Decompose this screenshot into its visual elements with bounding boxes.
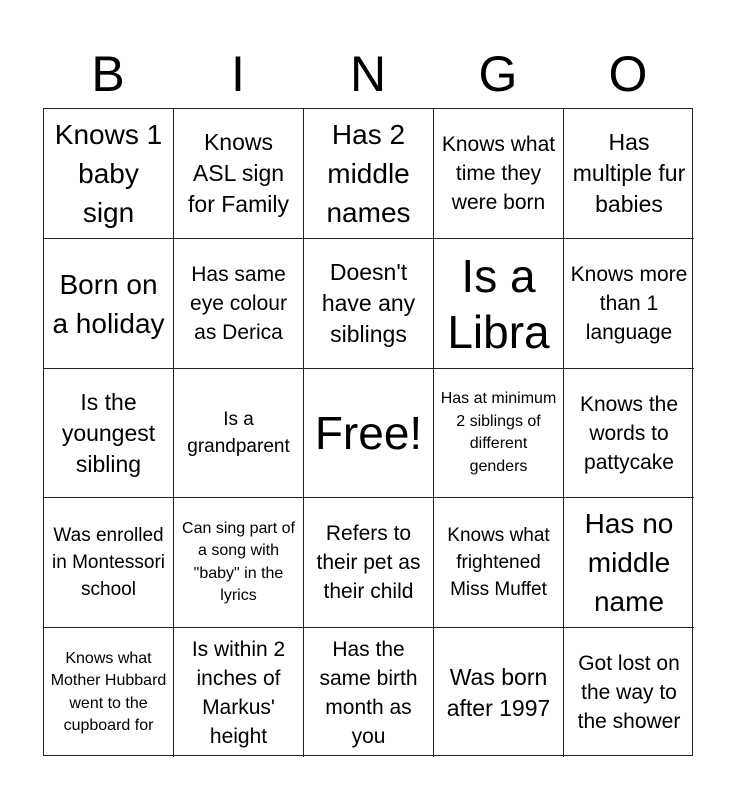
square-text: Knows 1 baby sign	[54, 119, 163, 228]
square-text: Doesn't have any siblings	[321, 259, 416, 347]
bingo-square[interactable]	[304, 628, 434, 757]
bingo-square[interactable]	[174, 369, 304, 498]
square-text: Born on a holiday	[52, 268, 165, 339]
square-text: Knows what frightened Miss Muffet	[447, 525, 550, 600]
square-text: Has 2 middle names	[326, 119, 411, 228]
bingo-square[interactable]	[434, 628, 564, 757]
square-text: Is a grandparent	[187, 409, 290, 457]
bingo-square[interactable]	[44, 239, 174, 369]
header-letter-o: O	[608, 46, 648, 102]
bingo-square[interactable]	[304, 498, 434, 628]
square-text: Was enrolled in Montessori school	[52, 525, 165, 600]
bingo-square[interactable]	[434, 369, 564, 498]
bingo-square[interactable]	[564, 109, 694, 239]
square-text: Free!	[314, 407, 423, 459]
bingo-header	[43, 40, 693, 108]
header-letter-b: B	[91, 46, 125, 102]
square-text: Is a Libra	[447, 249, 550, 358]
square-text: Has multiple fur babies	[572, 129, 686, 217]
bingo-square[interactable]	[434, 498, 564, 628]
square-text: Knows ASL sign for Family	[188, 129, 289, 217]
bingo-square[interactable]	[44, 498, 174, 628]
bingo-square[interactable]	[304, 239, 434, 369]
square-text: Got lost on the way to the shower	[577, 652, 681, 733]
bingo-square[interactable]	[44, 109, 174, 239]
header-letter-n: N	[349, 46, 387, 102]
square-text: Can sing part of a song with "baby" in the lyrics	[182, 519, 295, 604]
square-text: Was born after 1997	[446, 663, 551, 721]
bingo-square[interactable]	[44, 628, 174, 757]
bingo-square[interactable]	[304, 109, 434, 239]
square-text: Refers to their pet as their child	[316, 522, 421, 603]
square-text: Is within 2 inches of Markus' height	[191, 637, 286, 748]
square-text: Is the youngest sibling	[61, 388, 156, 477]
bingo-square[interactable]	[434, 239, 564, 369]
bingo-card-grid	[43, 108, 693, 756]
square-text: Has no middle name	[584, 508, 674, 617]
free-square[interactable]	[304, 369, 434, 498]
square-text: Has the same birth month as you	[319, 637, 418, 748]
header-letter-g: G	[478, 46, 518, 102]
bingo-square[interactable]	[564, 239, 694, 369]
header-letter-i: I	[231, 46, 245, 102]
bingo-square[interactable]	[174, 498, 304, 628]
bingo-square[interactable]	[174, 109, 304, 239]
bingo-square[interactable]	[564, 369, 694, 498]
square-text: Has same eye colour as Derica	[190, 263, 287, 344]
bingo-square[interactable]	[174, 239, 304, 369]
square-text: Knows what Mother Hubbard went to the cupboard for	[50, 649, 167, 734]
bingo-square[interactable]	[174, 628, 304, 757]
bingo-square[interactable]	[44, 369, 174, 498]
square-text: Has at minimum 2 siblings of different genders	[440, 390, 557, 475]
square-text: Knows what time they were born	[441, 133, 556, 214]
square-text: Knows the words to pattycake	[579, 392, 679, 474]
bingo-square[interactable]	[564, 498, 694, 628]
bingo-square[interactable]	[564, 628, 694, 757]
square-text: Knows more than 1 language	[570, 263, 688, 344]
bingo-square[interactable]	[434, 109, 564, 239]
